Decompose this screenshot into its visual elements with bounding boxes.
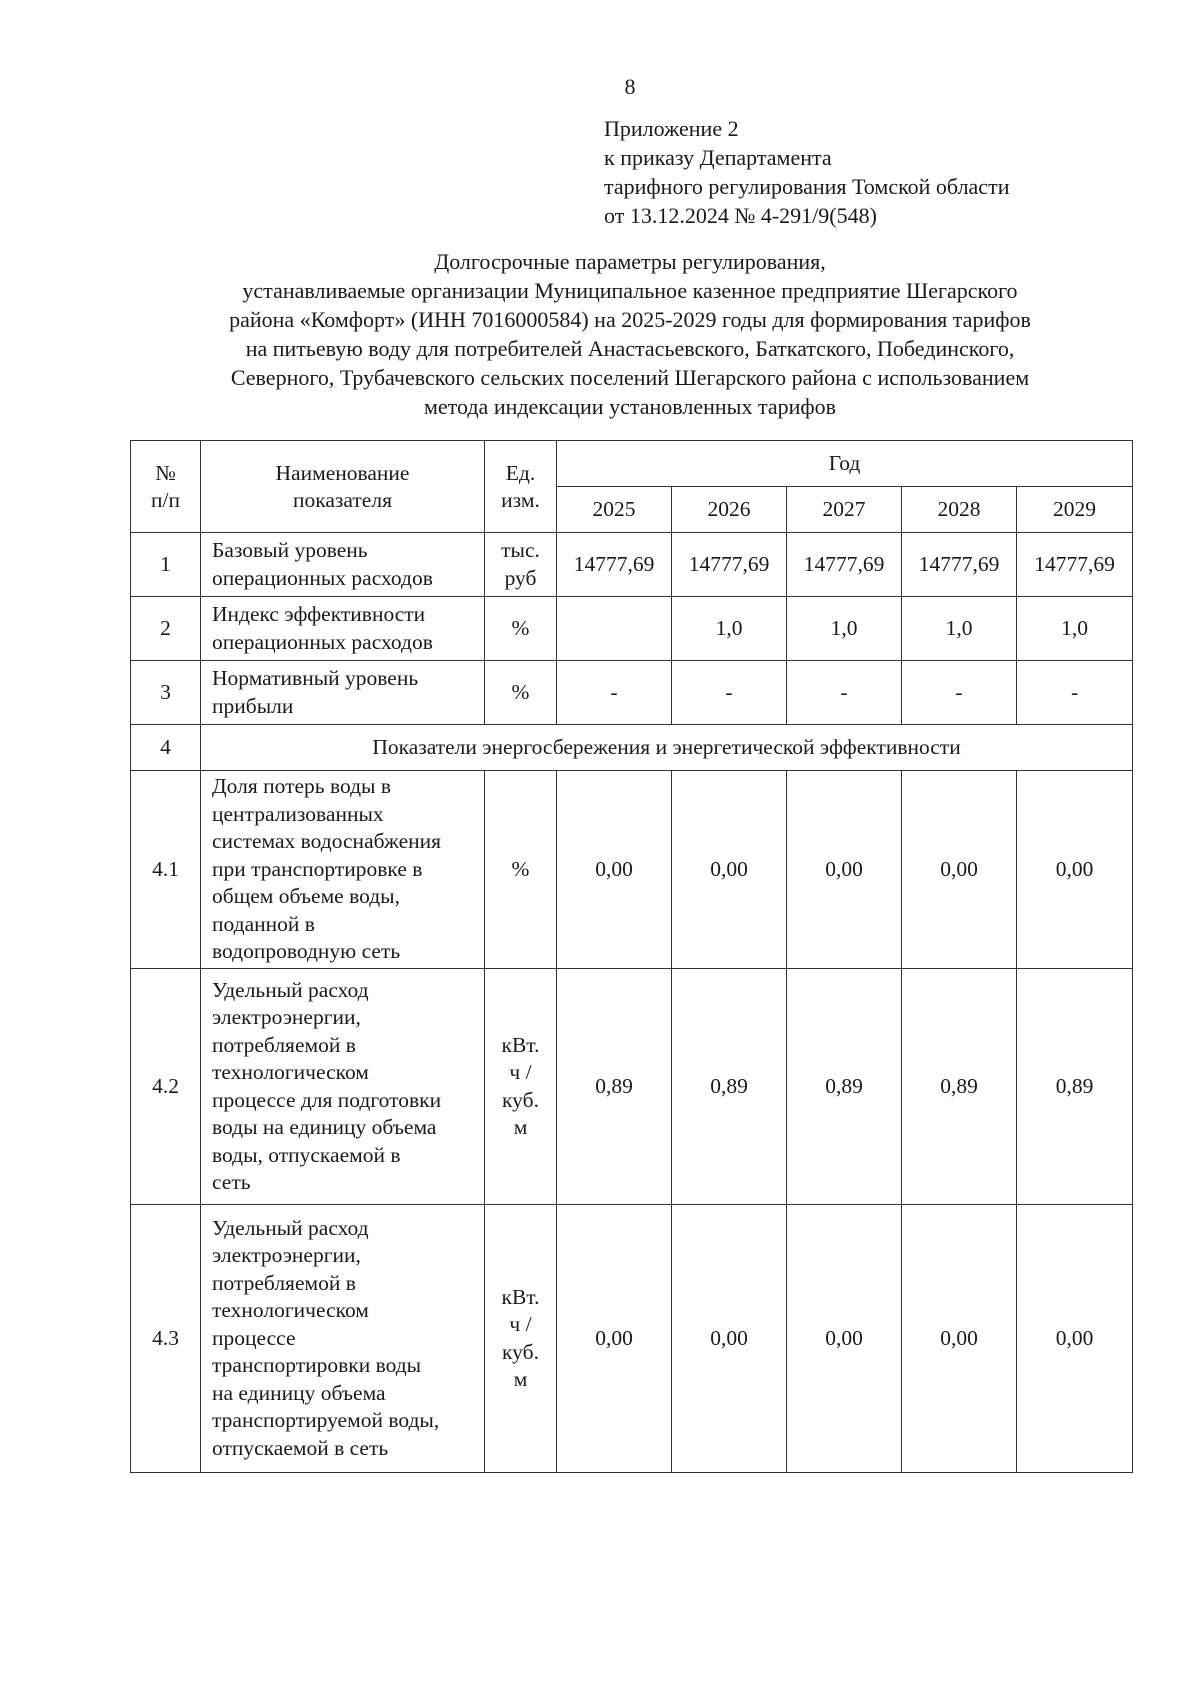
row-num: 4.2 xyxy=(131,969,201,1205)
row-value-2029: 1,0 xyxy=(1017,597,1133,661)
appendix-block xyxy=(604,114,1009,230)
row-value-2027: 0,00 xyxy=(787,771,902,969)
row-unit: кВт. ч / куб. м xyxy=(485,1205,557,1473)
header-year-2025: 2025 xyxy=(557,487,672,533)
title-line: района «Комфорт» (ИНН 7016000584) на 2025-2029 годы для формирования тарифов xyxy=(229,307,1031,332)
appendix-line: тарифного регулирования Томской области xyxy=(604,174,1010,199)
row-name: Доля потерь воды в централизованных системах водоснабжения при транспортировке в общем объеме воды, поданной в водопроводную сеть xyxy=(201,771,485,969)
row-value-2027: 0,89 xyxy=(787,969,902,1205)
title-line: на питьевую воду для потребителей Анастасьевского, Баткатского, Побединского, xyxy=(245,336,1015,361)
row-value-2025: 0,89 xyxy=(557,969,672,1205)
row-value-2028: - xyxy=(902,661,1017,725)
table-row xyxy=(131,597,1133,661)
row-name: Удельный расход электроэнергии, потребляемой в технологическом процессе для подготовки воды на единицу объема воды, отпускаемой в сеть xyxy=(201,969,485,1205)
row-value-2025: 14777,69 xyxy=(557,533,672,597)
row-num: 4.3 xyxy=(131,1205,201,1473)
appendix-line: Приложение 2 xyxy=(604,116,739,141)
header-year-2029: 2029 xyxy=(1017,487,1133,533)
row-value-2026: 0,89 xyxy=(672,969,787,1205)
page-number: 8 xyxy=(624,74,636,99)
row-value-2027: 14777,69 xyxy=(787,533,902,597)
row-value-2028: 1,0 xyxy=(902,597,1017,661)
row-num: 4.1 xyxy=(131,771,201,969)
table-row xyxy=(131,533,1133,597)
header-year-2026: 2026 xyxy=(672,487,787,533)
row-value-2026: - xyxy=(672,661,787,725)
row-value-2029: 14777,69 xyxy=(1017,533,1133,597)
header-year: Год xyxy=(557,441,1133,487)
parameters-table xyxy=(130,440,1133,1473)
row-value-2027: 0,00 xyxy=(787,1205,902,1473)
row-value-2028: 0,89 xyxy=(902,969,1017,1205)
table-row xyxy=(131,661,1133,725)
row-value-2026: 0,00 xyxy=(672,771,787,969)
appendix-line: от 13.12.2024 № 4-291/9(548) xyxy=(604,203,877,228)
row-unit: % xyxy=(485,597,557,661)
row-value-2025: - xyxy=(557,661,672,725)
row-value-2029: 0,89 xyxy=(1017,969,1133,1205)
row-value-2025 xyxy=(557,597,672,661)
row-name: Удельный расход электроэнергии, потребляемой в технологическом процессе транспортировки воды на единицу объема транспортируемой воды, отпускаемой в сеть xyxy=(201,1205,485,1473)
appendix-line: к приказу Департамента xyxy=(604,145,832,170)
row-num: 3 xyxy=(131,661,201,725)
table-section-row xyxy=(131,725,1133,771)
row-num: 4 xyxy=(131,725,201,771)
document-title xyxy=(140,247,1120,421)
section-title: Показатели энергосбережения и энергетической эффективности xyxy=(201,725,1133,771)
header-year-2027: 2027 xyxy=(787,487,902,533)
table-row xyxy=(131,1205,1133,1473)
row-value-2028: 0,00 xyxy=(902,771,1017,969)
title-line: метода индексации установленных тарифов xyxy=(423,394,837,419)
row-value-2029: - xyxy=(1017,661,1133,725)
row-name: Нормативный уровень прибыли xyxy=(201,661,485,725)
row-value-2029: 0,00 xyxy=(1017,771,1133,969)
row-value-2027: - xyxy=(787,661,902,725)
header-name: Наименование показателя xyxy=(201,441,485,533)
header-num: № п/п xyxy=(131,441,201,533)
row-unit: кВт. ч / куб. м xyxy=(485,969,557,1205)
row-unit: тыс. руб xyxy=(485,533,557,597)
row-unit: % xyxy=(485,771,557,969)
row-name: Индекс эффективности операционных расходов xyxy=(201,597,485,661)
title-line: устанавливаемые организации Муниципальное казенное предприятие Шегарского xyxy=(242,278,1018,303)
table-row xyxy=(131,969,1133,1205)
row-value-2025: 0,00 xyxy=(557,1205,672,1473)
row-num: 2 xyxy=(131,597,201,661)
title-line: Северного, Трубачевского сельских поселений Шегарского района с использованием xyxy=(230,365,1030,390)
row-value-2028: 0,00 xyxy=(902,1205,1017,1473)
table-row xyxy=(131,771,1133,969)
row-name: Базовый уровень операционных расходов xyxy=(201,533,485,597)
row-unit: % xyxy=(485,661,557,725)
title-line: Долгосрочные параметры регулирования, xyxy=(434,249,826,274)
row-value-2026: 14777,69 xyxy=(672,533,787,597)
row-value-2027: 1,0 xyxy=(787,597,902,661)
row-num: 1 xyxy=(131,533,201,597)
header-unit: Ед. изм. xyxy=(485,441,557,533)
row-value-2026: 1,0 xyxy=(672,597,787,661)
row-value-2028: 14777,69 xyxy=(902,533,1017,597)
row-value-2029: 0,00 xyxy=(1017,1205,1133,1473)
row-value-2025: 0,00 xyxy=(557,771,672,969)
row-value-2026: 0,00 xyxy=(672,1205,787,1473)
header-year-2028: 2028 xyxy=(902,487,1017,533)
